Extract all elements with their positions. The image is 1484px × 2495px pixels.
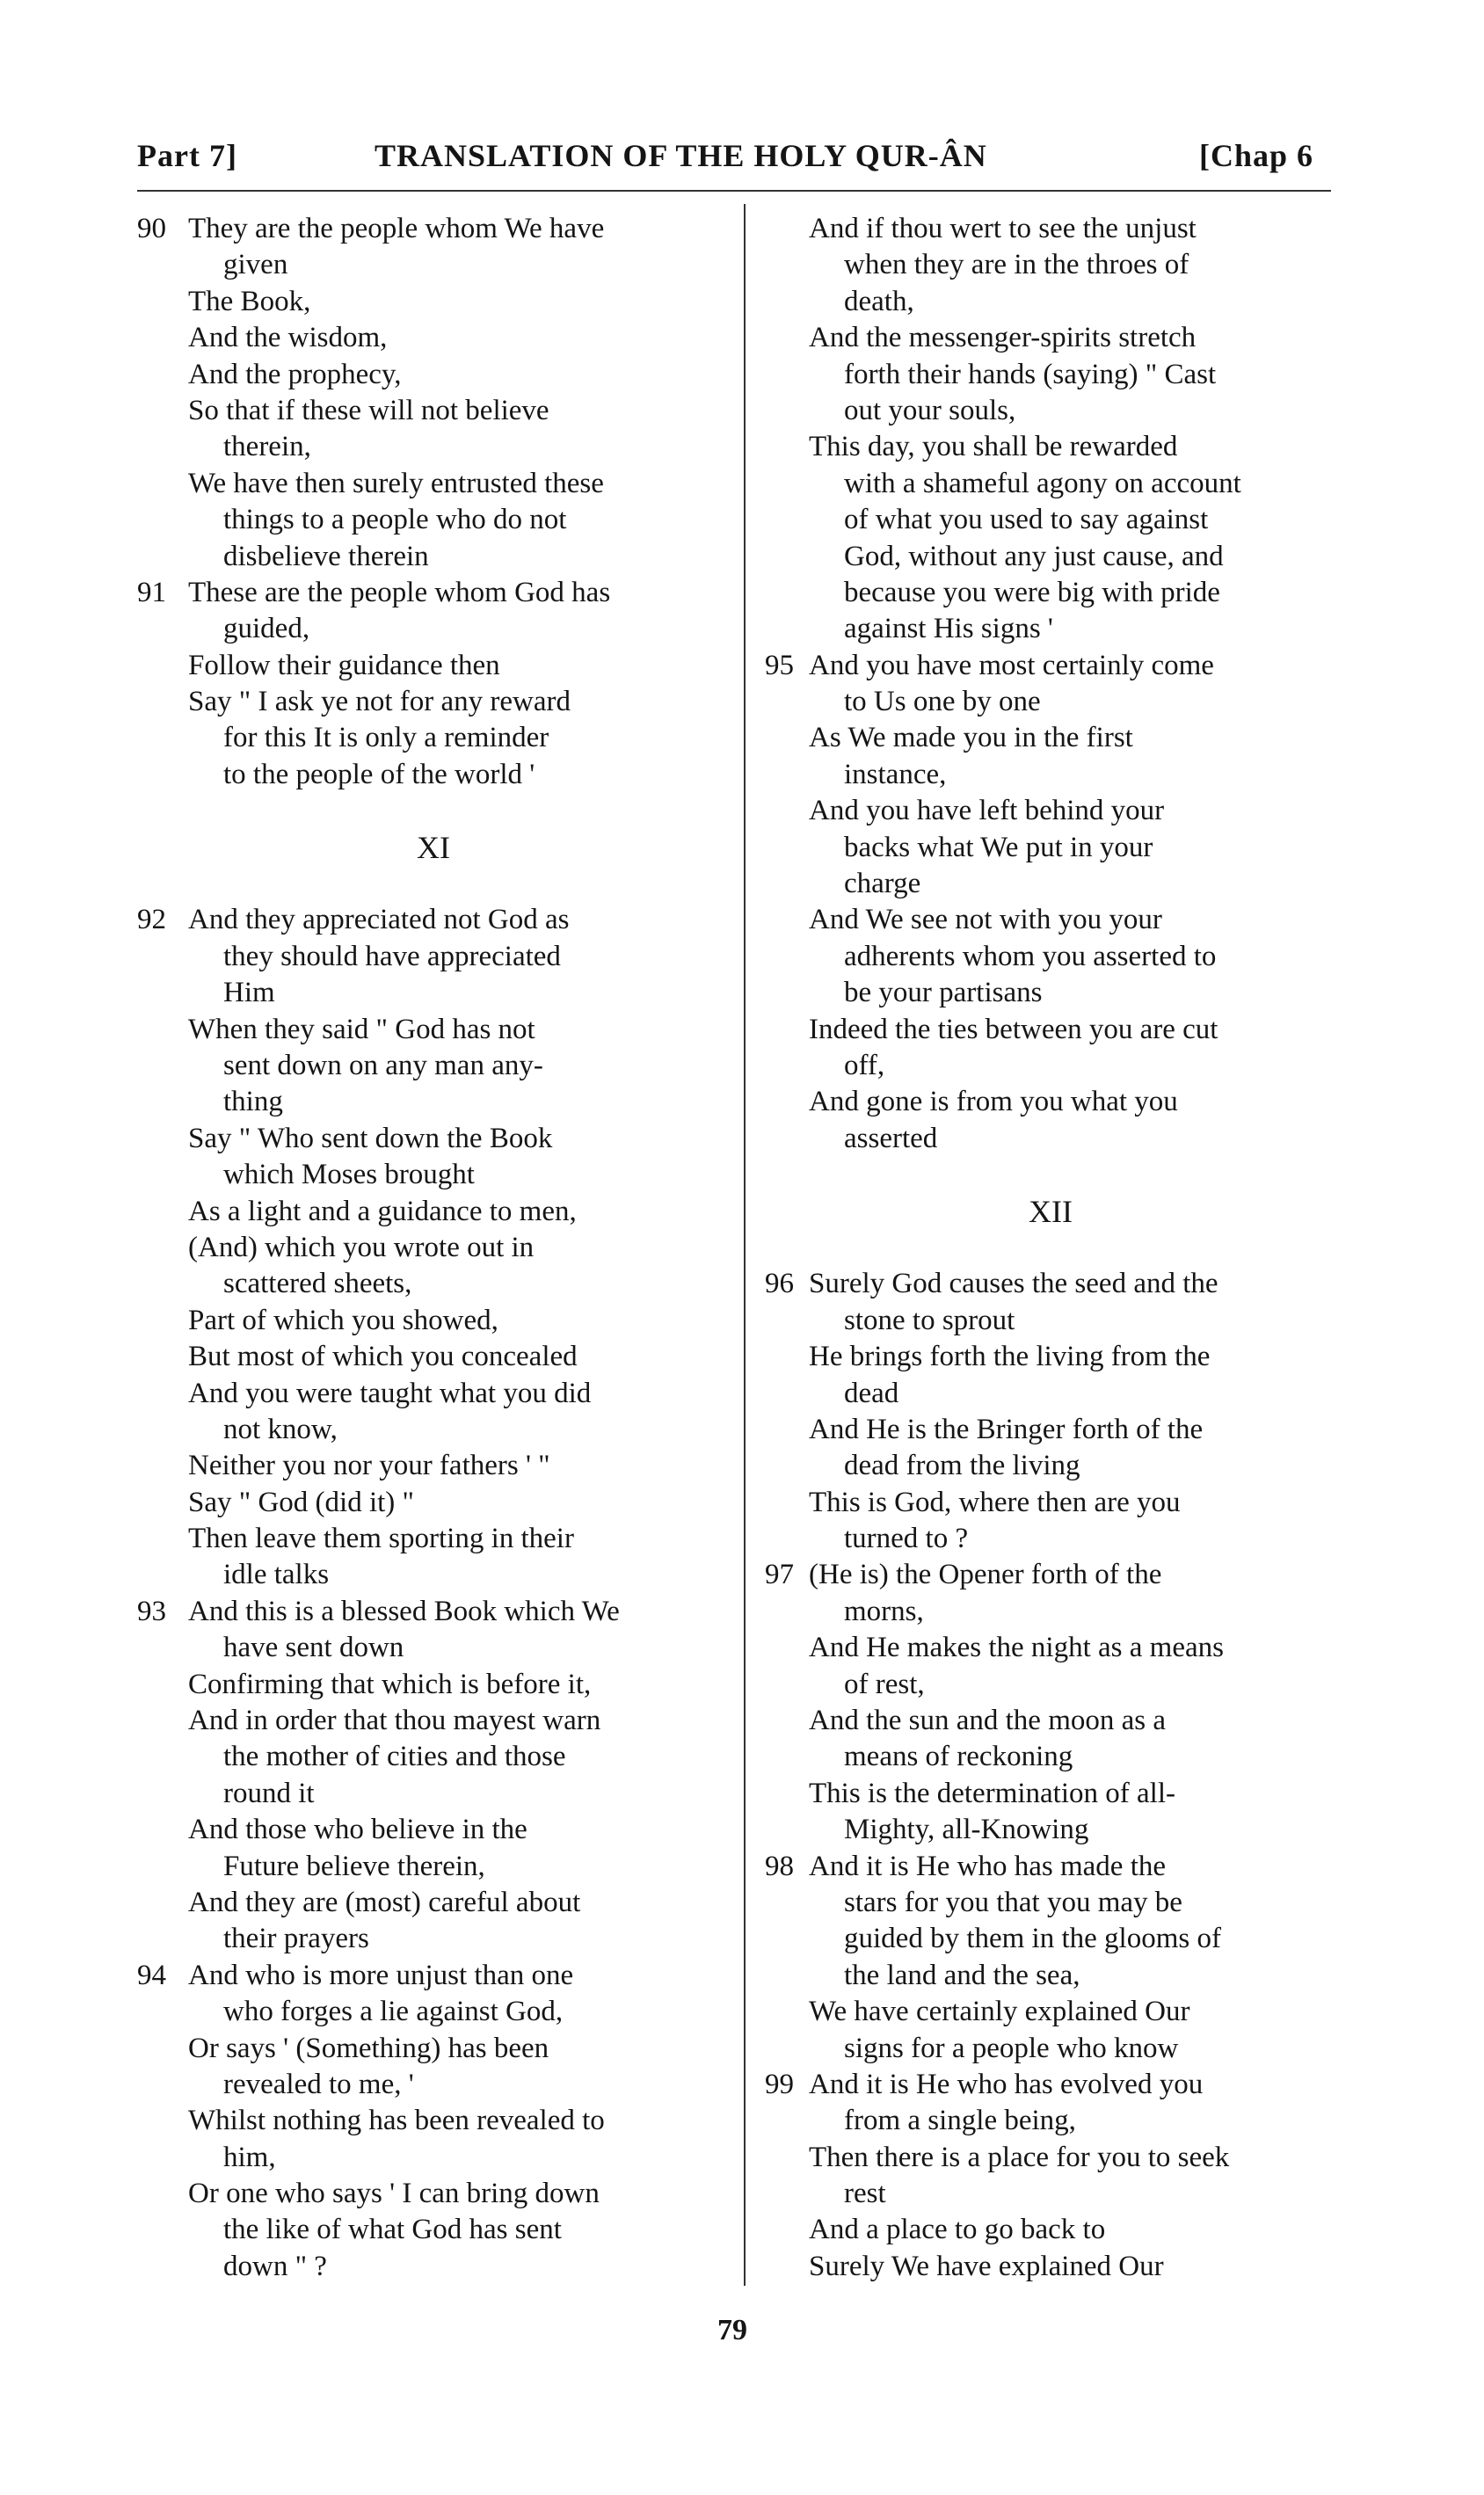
- verse-text: their prayers: [223, 1923, 369, 1955]
- verse-line: [137, 1121, 730, 1157]
- verse-line: [765, 939, 1336, 975]
- verse-number: 91: [137, 576, 166, 608]
- verse-line: [765, 2212, 1336, 2248]
- blank-line: [137, 866, 730, 902]
- verse-text: out your souls,: [844, 394, 1016, 426]
- verse-line: [137, 1557, 730, 1593]
- verse-line: [137, 2031, 730, 2067]
- verse-line: [765, 793, 1336, 829]
- verse-line: [137, 1812, 730, 1848]
- verse-text: (And) which you wrote out in: [188, 1231, 535, 1263]
- verse-line: [137, 1412, 730, 1448]
- verse-text: And the sun and the moon as a: [809, 1705, 1167, 1737]
- verse-text: which Moses brought: [223, 1159, 475, 1191]
- verse-text: disbelieve therein: [223, 540, 429, 572]
- verse-line: [765, 1667, 1336, 1703]
- verse-text: dead: [844, 1377, 899, 1409]
- verse-text: round it: [223, 1777, 315, 1809]
- verse-line: [765, 902, 1336, 938]
- verse-text: against His signs ': [844, 613, 1053, 645]
- verse-line: [765, 1557, 1336, 1593]
- verse-text: And it is He who has evolved you: [809, 2068, 1204, 2100]
- verse-text: of what you used to say against: [844, 504, 1209, 536]
- verse-line: [137, 1485, 730, 1521]
- verse-line: [137, 284, 730, 320]
- verse-text: of rest,: [844, 1668, 925, 1700]
- verse-text: means of reckoning: [844, 1741, 1073, 1773]
- verse-line: [765, 247, 1336, 283]
- verse-text: the land and the sea,: [844, 1959, 1080, 1991]
- verse-line: [137, 611, 730, 647]
- verse-number: 90: [137, 213, 166, 244]
- verse-text: Say " I ask ye not for any reward: [188, 686, 571, 718]
- verse-text: Part of which you showed,: [188, 1304, 498, 1336]
- verse-line: [137, 1012, 730, 1048]
- verse-text: to Us one by one: [844, 686, 1041, 718]
- verse-text: Neither you nor your fathers ' ": [188, 1450, 550, 1482]
- verse-line: [137, 1521, 730, 1557]
- verse-text: they should have appreciated: [223, 940, 561, 972]
- verse-line: [137, 357, 730, 393]
- verse-line: [765, 866, 1336, 902]
- verse-text: And We see not with you your: [809, 904, 1162, 936]
- verse-line: [137, 466, 730, 502]
- verse-text: And if thou wert to see the unjust: [809, 213, 1197, 244]
- verse-line: [765, 1012, 1336, 1048]
- verse-text: And they appreciated not God as: [188, 904, 570, 936]
- verse-number: 92: [137, 904, 166, 936]
- verse-text: because you were big with pride: [844, 576, 1220, 608]
- verse-text: Follow their guidance then: [188, 649, 500, 681]
- verse-text: idle talks: [223, 1559, 330, 1591]
- verse-text: who forges a lie against God,: [223, 1996, 564, 2028]
- verse-text: And those who believe in the: [188, 1814, 527, 1846]
- verse-text: We have then surely entrusted these: [188, 467, 604, 499]
- verse-text: And He is the Bringer forth of the: [809, 1413, 1204, 1445]
- verse-text: The Book,: [188, 285, 311, 317]
- verse-line: [137, 1048, 730, 1084]
- verse-line: [137, 720, 730, 756]
- section-numeral: XII: [1029, 1193, 1073, 1229]
- verse-text: when they are in the throes of: [844, 249, 1189, 281]
- section-heading: [137, 830, 730, 866]
- verse-line: [765, 1921, 1336, 1957]
- verse-text: off,: [844, 1049, 885, 1081]
- page-number: 79: [717, 2314, 747, 2346]
- verse-text: forth their hands (saying) " Cast: [844, 358, 1217, 390]
- verse-text: stars for you that you may be: [844, 1886, 1182, 1918]
- verse-text: As We made you in the first: [809, 722, 1133, 754]
- blank-line: [765, 1230, 1336, 1266]
- verse-text: Surely We have explained Our: [809, 2250, 1164, 2282]
- verse-line: [137, 2176, 730, 2212]
- verse-line: [765, 1958, 1336, 1994]
- verse-line: [765, 1630, 1336, 1666]
- verse-line: [765, 1849, 1336, 1885]
- verse-line: [137, 247, 730, 283]
- verse-text: And this is a blessed Book which We: [188, 1595, 620, 1627]
- verse-text: This day, you shall be rewarded: [809, 431, 1178, 463]
- verse-text: turned to ?: [844, 1523, 969, 1555]
- verse-text: adherents whom you asserted to: [844, 940, 1217, 972]
- verse-text: And who is more unjust than one: [188, 1959, 574, 1991]
- verse-text: And the prophecy,: [188, 358, 402, 390]
- verse-text: Whilst nothing has been revealed to: [188, 2105, 605, 2137]
- verse-text: They are the people whom We have: [188, 213, 605, 244]
- verse-line: [765, 1303, 1336, 1339]
- verse-line: [765, 2103, 1336, 2139]
- verse-line: [765, 2140, 1336, 2176]
- verse-line: [765, 1448, 1336, 1484]
- verse-number: 97: [765, 1559, 794, 1591]
- verse-line: [765, 284, 1336, 320]
- running-header: [137, 137, 1331, 186]
- verse-text: for this It is only a reminder: [223, 722, 549, 754]
- verse-line: [765, 2249, 1336, 2285]
- verse-text: stone to sprout: [844, 1304, 1015, 1336]
- verse-text: charge: [844, 868, 921, 900]
- verse-line: [765, 611, 1336, 647]
- verse-line: [137, 684, 730, 720]
- verse-line: [137, 1703, 730, 1739]
- left-column: [137, 211, 730, 2285]
- verse-text: Him: [223, 977, 275, 1009]
- verse-line: [137, 539, 730, 575]
- verse-text: God, without any just cause, and: [844, 540, 1224, 572]
- verse-line: [765, 466, 1336, 502]
- verse-text: And they are (most) careful about: [188, 1886, 581, 1918]
- verse-text: So that if these will not believe: [188, 394, 549, 426]
- verse-line: [137, 1630, 730, 1666]
- verse-line: [765, 1885, 1336, 1921]
- verse-text: And He makes the night as a means: [809, 1632, 1224, 1664]
- verse-text: things to a people who do not: [223, 504, 567, 536]
- verse-text: guided by them in the glooms of: [844, 1923, 1221, 1955]
- verse-text: thing: [223, 1086, 283, 1118]
- verse-line: [137, 1739, 730, 1775]
- verse-text: As a light and a guidance to men,: [188, 1195, 577, 1227]
- verse-text: backs what We put in your: [844, 831, 1153, 863]
- verse-line: [765, 211, 1336, 247]
- verse-text: And a place to go back to: [809, 2214, 1106, 2246]
- verse-text: Say " God (did it) ": [188, 1486, 415, 1518]
- verse-text: And you have most certainly come: [809, 649, 1214, 681]
- verse-text: Or one who says ' I can bring down: [188, 2178, 600, 2210]
- verse-text: Say " Who sent down the Book: [188, 1122, 553, 1154]
- verse-line: [137, 1448, 730, 1484]
- verse-line: [137, 1594, 730, 1630]
- verse-line: [137, 575, 730, 611]
- verse-text: asserted: [844, 1122, 938, 1154]
- verse-line: [137, 939, 730, 975]
- verse-line: [765, 320, 1336, 356]
- blank-line: [765, 1157, 1336, 1193]
- verse-text: not know,: [223, 1413, 338, 1445]
- section-heading: [765, 1194, 1336, 1230]
- verse-text: And in order that thou mayest warn: [188, 1705, 601, 1737]
- verse-line: [137, 1157, 730, 1193]
- verse-line: [765, 684, 1336, 720]
- verse-text: dead from the living: [844, 1450, 1080, 1482]
- verse-text: And the wisdom,: [188, 322, 388, 354]
- verse-text: Then there is a place for you to seek: [809, 2141, 1230, 2173]
- verse-line: [137, 2249, 730, 2285]
- verse-line: [765, 1703, 1336, 1739]
- verse-line: [765, 1776, 1336, 1812]
- verse-line: [137, 1885, 730, 1921]
- verse-number: 95: [765, 649, 794, 681]
- verse-line: [137, 1849, 730, 1885]
- verse-text: the mother of cities and those: [223, 1741, 566, 1773]
- verse-line: [765, 429, 1336, 465]
- verse-text: (He is) the Opener forth of the: [809, 1559, 1162, 1591]
- verse-text: be your partisans: [844, 977, 1043, 1009]
- column-rule: [744, 204, 746, 2286]
- verse-line: [765, 1339, 1336, 1375]
- verse-text: with a shameful agony on account: [844, 467, 1241, 499]
- header-part: Part 7]: [137, 138, 237, 173]
- verse-line: [137, 1958, 730, 1994]
- verse-line: [765, 1121, 1336, 1157]
- verse-text: And the messenger-spirits stretch: [809, 322, 1197, 354]
- verse-text: sent down on any man any-: [223, 1049, 543, 1081]
- verse-text: But most of which you concealed: [188, 1341, 578, 1373]
- verse-line: [137, 429, 730, 465]
- verse-text: We have certainly explained Our: [809, 1996, 1190, 2028]
- verse-text: instance,: [844, 758, 947, 790]
- verse-number: 98: [765, 1850, 794, 1882]
- verse-text: Indeed the ties between you are cut: [809, 1013, 1218, 1045]
- verse-line: [765, 393, 1336, 429]
- verse-line: [765, 1084, 1336, 1120]
- verse-line: [137, 757, 730, 793]
- verse-line: [765, 1376, 1336, 1412]
- verse-text: revealed to me, ': [223, 2068, 414, 2100]
- verse-line: [137, 648, 730, 684]
- verse-text: Confirming that which is before it,: [188, 1668, 592, 1700]
- verse-text: When they said " God has not: [188, 1013, 535, 1045]
- verse-line: [137, 211, 730, 247]
- verse-text: He brings forth the living from the: [809, 1341, 1211, 1373]
- verse-line: [137, 2212, 730, 2248]
- verse-line: [137, 1194, 730, 1230]
- verse-text: And you were taught what you did: [188, 1377, 592, 1409]
- verse-text: These are the people whom God has: [188, 576, 611, 608]
- verse-text: death,: [844, 285, 914, 317]
- verse-text: down " ?: [223, 2250, 327, 2282]
- verse-line: [137, 1230, 730, 1266]
- verse-line: [765, 1521, 1336, 1557]
- verse-line: [765, 648, 1336, 684]
- verse-number: 99: [765, 2068, 794, 2100]
- verse-text: This is God, where then are you: [809, 1486, 1181, 1518]
- verse-line: [765, 1266, 1336, 1302]
- verse-text: And it is He who has made the: [809, 1850, 1167, 1882]
- verse-number: 96: [765, 1268, 794, 1300]
- verse-text: Then leave them sporting in their: [188, 1523, 574, 1555]
- verse-line: [765, 1812, 1336, 1848]
- verse-line: [765, 1412, 1336, 1448]
- verse-line: [137, 1921, 730, 1957]
- verse-line: [137, 502, 730, 538]
- verse-line: [137, 1376, 730, 1412]
- verse-number: 93: [137, 1595, 166, 1627]
- verse-text: rest: [844, 2178, 886, 2210]
- verse-line: [765, 1594, 1336, 1630]
- verse-text: Mighty, all-Knowing: [844, 1814, 1089, 1846]
- verse-text: have sent down: [223, 1632, 404, 1664]
- verse-line: [765, 1994, 1336, 2030]
- verse-line: [765, 1739, 1336, 1775]
- verse-line: [137, 902, 730, 938]
- verse-text: him,: [223, 2141, 276, 2173]
- verse-line: [765, 357, 1336, 393]
- verse-text: morns,: [844, 1595, 924, 1627]
- verse-text: And gone is from you what you: [809, 1086, 1178, 1118]
- verse-line: [765, 2067, 1336, 2103]
- verse-line: [137, 320, 730, 356]
- header-rule: [137, 190, 1331, 192]
- verse-line: [765, 1485, 1336, 1521]
- verse-line: [137, 2067, 730, 2103]
- verse-line: [137, 1303, 730, 1339]
- verse-text: signs for a people who know: [844, 2032, 1179, 2064]
- verse-line: [765, 2176, 1336, 2212]
- verse-text: guided,: [223, 613, 310, 645]
- verse-line: [137, 2103, 730, 2139]
- verse-line: [137, 2140, 730, 2176]
- verse-text: scattered sheets,: [223, 1268, 412, 1300]
- verse-line: [765, 1048, 1336, 1084]
- verse-line: [765, 757, 1336, 793]
- verse-line: [137, 1994, 730, 2030]
- verse-text: therein,: [223, 431, 311, 463]
- verse-text: This is the determination of all-: [809, 1777, 1175, 1809]
- verse-text: from a single being,: [844, 2105, 1076, 2137]
- verse-line: [765, 502, 1336, 538]
- verse-line: [765, 539, 1336, 575]
- verse-text: the like of what God has sent: [223, 2214, 562, 2246]
- verse-line: [137, 1084, 730, 1120]
- verse-line: [765, 720, 1336, 756]
- verse-line: [765, 575, 1336, 611]
- verse-text: And you have left behind your: [809, 795, 1165, 827]
- verse-line: [137, 1667, 730, 1703]
- verse-line: [765, 975, 1336, 1011]
- verse-number: 94: [137, 1959, 166, 1991]
- right-column: [765, 211, 1336, 2285]
- verse-line: [137, 393, 730, 429]
- verse-text: given: [223, 249, 288, 281]
- verse-line: [137, 1339, 730, 1375]
- verse-line: [137, 975, 730, 1011]
- verse-text: Surely God causes the seed and the: [809, 1268, 1218, 1300]
- header-chapter: [Chap 6: [1199, 138, 1314, 173]
- verse-line: [765, 2031, 1336, 2067]
- verse-line: [137, 1266, 730, 1302]
- verse-line: [765, 830, 1336, 866]
- header-title: TRANSLATION OF THE HOLY QUR-ÂN: [375, 138, 987, 173]
- verse-line: [137, 1776, 730, 1812]
- verse-text: to the people of the world ': [223, 758, 535, 790]
- section-numeral: XI: [417, 829, 450, 865]
- blank-line: [137, 793, 730, 829]
- verse-text: Future believe therein,: [223, 1850, 485, 1882]
- verse-text: Or says ' (Something) has been: [188, 2032, 549, 2064]
